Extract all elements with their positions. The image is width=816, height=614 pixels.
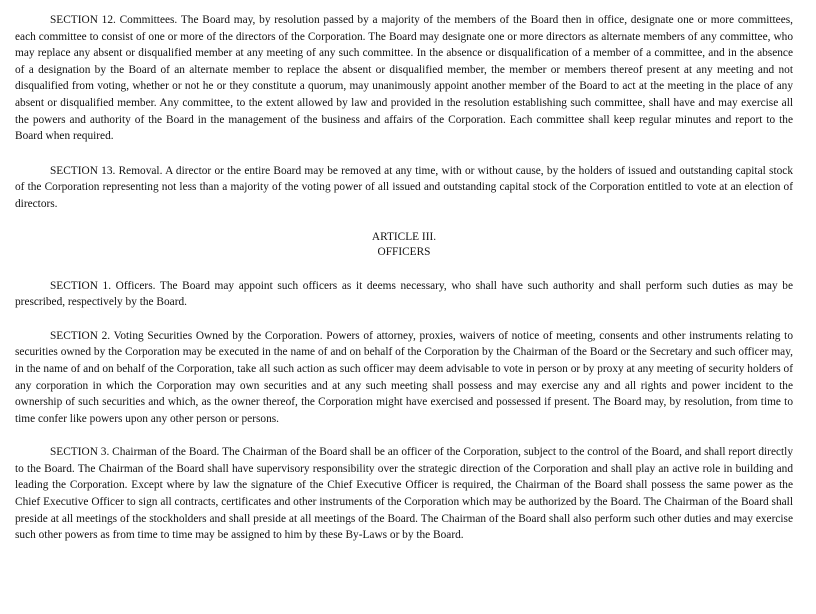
document-page xyxy=(15,12,793,544)
section-3-heading: SECTION 3. Chairman of the Board. xyxy=(50,446,220,459)
section-13-text: A director or the entire Board may be removed at any time, with or without cause, by the holders of issued and outstanding capital stock of the Corporation representing not less than a majority of the voting power of all issued and outstanding capital stock of the Corporation entitled to vote at an election of directors. xyxy=(15,164,793,210)
section-3-text: The Chairman of the Board shall be an officer of the Corporation, subject to the control of the Board, and shall report directly to the Board. The Chairman of the Board shall have supervisory responsibility over the strategic direction of the Corporation and shall play an active role in building and leading the Corporation. Except where by law the signature of the Chief Executive Officer is required, the Chairman of the Board shall possess the same power as the Chief Executive Officer to sign all contracts, certificates and other instruments of the Corporation which may be authorized by the Board. The Chairman of the Board shall preside at all meetings of the stockholders and shall preside at all meetings of the Board. The Chairman of the Board shall also perform such other duties and may exercise such other powers as from time to time may be assigned to him by these By-Laws or by the Board. xyxy=(15,446,793,542)
section-1-heading: SECTION 1. Officers. xyxy=(50,279,156,292)
section-12-text: The Board may, by resolution passed by a majority of the members of the Board then in office, designate one or more committees, each committee to consist of one or more of the directors of the Corporation. The Board may designate one or more directors as alternate members of any committee, who may replace any absent or disqualified member at any meeting of any such committee. In the absence or disqualification of a member of a committee, and in the absence of a designation by the Board of an alternate member to replace the absent or disqualified member, the member or members thereof present at any meeting and not disqualified from voting, whether or not he or they constitute a quorum, may unanimously appoint another member of the Board to act at the meeting in the place of any absent or disqualified member. Any committee, to the extent allowed by law and provided in the resolution establishing such committee, shall have and may exercise all the powers and authority of the Board in the management of the business and affairs of the Corporation. Each committee shall keep regular minutes and report to the Board when required. xyxy=(15,14,793,143)
section-2-paragraph xyxy=(15,328,793,428)
section-2-text: Powers of attorney, proxies, waivers of notice of meeting, consents and other instruments relating to securities owned by the Corporation may be executed in the name of and on behalf of the Corporation by the Chairman of the Board or the Secretary and such officer may, in the name of and on behalf of the Corporation, take all such action as such officer may deem advisable to vote in person or by proxy at any meeting of security holders of any corporation in which the Corporation may own securities and at any such meeting shall possess and may exercise any and all rights and power incident to the ownership of such securities and which, as the owner thereof, the Corporation might have exercised and possessed if present. The Board may, by resolution, from time to time confer like powers upon any other person or persons. xyxy=(15,329,794,425)
section-2-heading: SECTION 2. Voting Securities Owned by the Corporation. xyxy=(50,329,323,342)
section-3-paragraph xyxy=(15,444,793,544)
section-12-paragraph xyxy=(15,12,793,145)
article-title: OFFICERS xyxy=(377,246,431,259)
section-13-heading: SECTION 13. Removal. xyxy=(50,164,163,177)
section-1-paragraph xyxy=(15,278,793,311)
section-1-text: The Board may appoint such officers as it deems necessary, who shall have such authority and shall perform such duties as may be prescribed, respectively by the Board. xyxy=(15,279,793,309)
section-12-heading: SECTION 12. Committees. xyxy=(50,14,178,26)
article-heading xyxy=(15,230,793,261)
section-13-paragraph xyxy=(15,163,793,213)
article-number: ARTICLE III. xyxy=(371,230,437,243)
